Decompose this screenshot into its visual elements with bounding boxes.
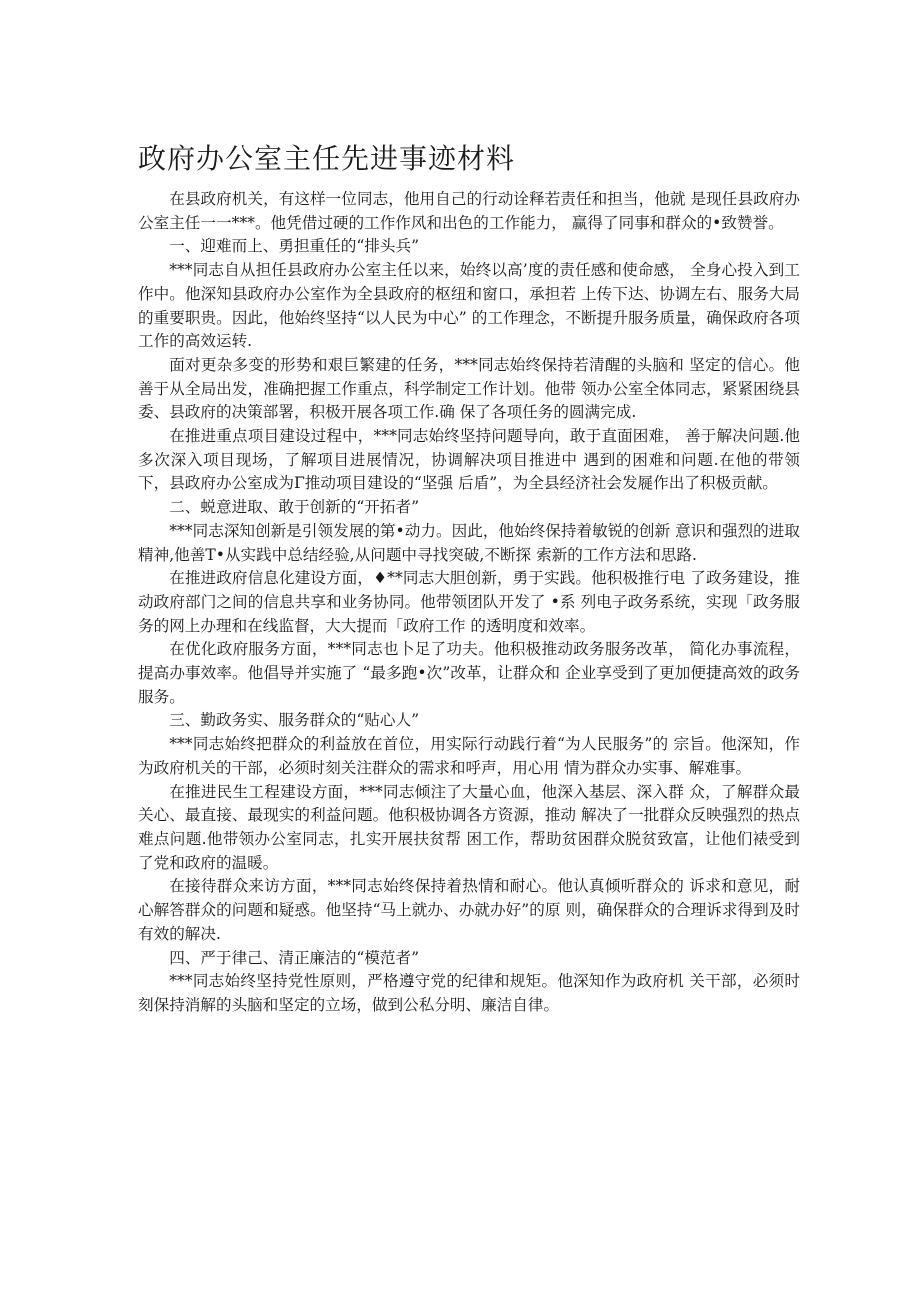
document-body bbox=[138, 188, 800, 1018]
paragraph: 在推进政府信息化建设方面，♦**同志大胆创新，勇于实践。他积极推行电 了政务建设，推动政府部门之间的信息共享和业务协同。他带领团队开发了 •系 列电子政务系统，实现「政务服务的网上办理和在线监督，大大提而「政府工作 的透明度和效率。 bbox=[138, 569, 800, 635]
section-heading-4: 四、严于律己、清正廉洁的“模范者” bbox=[169, 948, 420, 967]
document-title: 政府办公室主任先进事迹材料 bbox=[138, 142, 516, 175]
paragraph: ***同志始终把群众的利益放在首位，用实际行动践行着“为人民服务”的 宗旨。他深知，作为政府机关的干部，必须时刻关注群众的需求和呼声，用心用 情为群众办实事、解难事。 bbox=[138, 735, 800, 777]
paragraph: 面对更杂多变的形势和艰巨繁建的任务，***同志始终保持若清醒的头脑和 坚定的信心。他善于从全局出发，准确把握工作重点，科学制定工作计划。他带 领办公室全体同志，紧紧困绕县委、县政府的决策部署，积极开展各项工作.确 保了各项任务的圆满完成. bbox=[138, 355, 800, 422]
paragraph: ***同志自从担任县政府办公室主任以来，始终以高’度的责任感和使命感， 全身心投入到工作中。他深知县政府办公室作为全县政府的枢纽和窗口，承担若 上传下达、协调左右、服务大局的重要职贵。因此，他始终坚持“以人民为中心” 的工作理念，不断提升服务质量，确保政府各项工作的高效运转. bbox=[138, 261, 800, 351]
paragraph: 在推进重点项目建设过程中，***同志始终坚持问题导向，敢于直面困难， 善于解决问题.他多次深入项目现场，了解项目进展情况，协调解决项目推进中 遇到的困难和问题.在他的带领下，县政府办公室成为Γ推动项目建设的“坚强 后盾”，为全县经济社会发屣作出了积极贡献。 bbox=[138, 427, 800, 493]
section-heading-2: 二、蜕意进取、敢于创新的“开拓者” bbox=[169, 498, 420, 517]
section-heading-1: 一、迎难而上、勇担重任的“排头兵” bbox=[169, 237, 420, 256]
paragraph: ***同志深知创新是引领发展的第•动力。因此，他始终保持着敏锐的创新 意识和强烈的进取精神,他善T•从实践中总结经验,从问题中寻找突破,不断探 索新的工作方法和思路. bbox=[138, 521, 800, 564]
section-heading-3: 三、勤政务实、服务群众的“贴心人” bbox=[169, 711, 420, 730]
paragraph: ***同志始终坚持党性原则，严格遵守党的纪律和规矩。他深知作为政府机 关干部，必须时刻保持消解的头脑和坚定的立场，做到公私分明、廉洁自律。 bbox=[138, 972, 800, 1014]
paragraph: 在优化政府服务方面，***同志也卜足了功夫。他积极推动政务服务改革， 简化办事流程，提高办事效率。他倡导并实施了 “最多跑•次”改革，让群众和 企业享受到了更加便捷高效的政务服务。 bbox=[138, 640, 800, 706]
paragraph: 在接待群众来访方面，***同志始终保持着热情和耐心。他认真倾听群众的 诉求和意见，耐心解答群众的问题和疑惑。他坚持“马上就办、办就办好”的原 则，确保群众的合理诉求得到及时有效的解决. bbox=[138, 877, 800, 943]
paragraph-intro: 在县政府机关，有这样一位同志，他用自己的行动诠释若责任和担当，他就 是现任县政府办公室主任一一***。他凭借过硬的工作作风和出色的工作能力， 赢得了同事和群众的•致赞誉。 bbox=[138, 190, 800, 232]
paragraph: 在推进民生工程建设方面，***同志倾注了大量心血，他深入基层、深入群 众，了解群众最关心、最直接、最现实的利益问题。他积极协调各方资源，推动 解决了一批群众反映强烈的热点难点问题.他带领办公室同志，扎实开展扶贫帮 困工作，帮助贫困群众脱贫致富，让他们裱受到了党和政府的温暖。 bbox=[138, 782, 800, 872]
